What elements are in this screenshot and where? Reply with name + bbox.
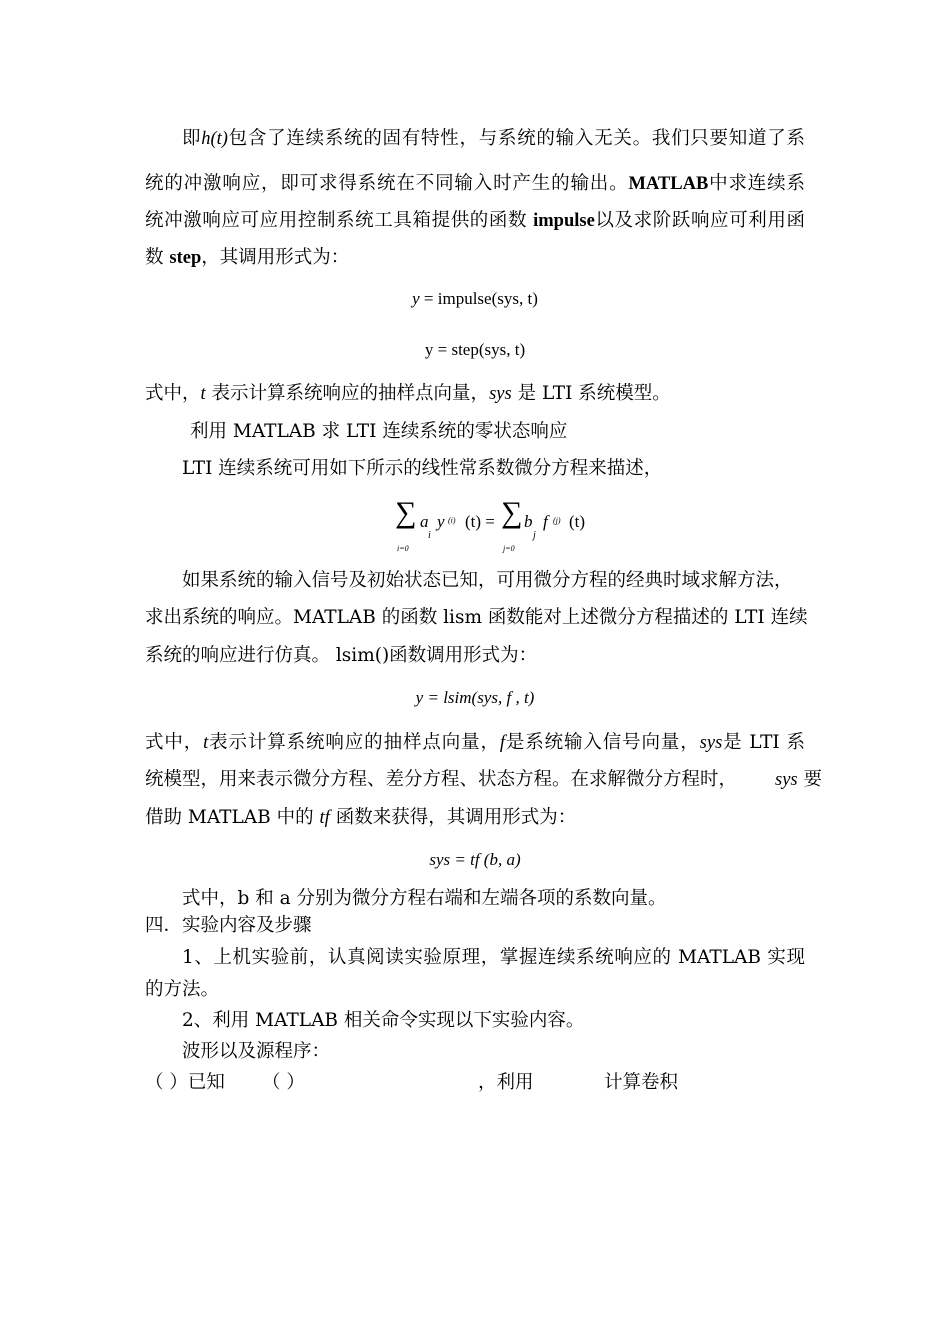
text: 是 LTI 系统模型。 <box>517 383 671 404</box>
equation-differential <box>395 498 615 558</box>
sigma-left: ∑ <box>395 496 417 529</box>
text: 表示计算系统响应的抽样点向量， <box>208 732 500 753</box>
eq-rhs: = impulse(sys, t) <box>419 289 538 308</box>
text: ，其调用形式为： <box>201 247 350 268</box>
equation-impulse <box>0 287 950 311</box>
task-line-part2: （ ） <box>262 1072 305 1093</box>
var-y-arg: (t) = <box>465 512 495 531</box>
eq-lhs: y <box>412 289 420 308</box>
var-f: f <box>543 512 548 531</box>
para1-line2 <box>145 172 805 196</box>
para3: LTI 连续系统可用如下所示的线性常系数微分方程来描述， <box>182 458 663 479</box>
text: 借助 MATLAB 中的 <box>145 807 314 828</box>
text: 即 <box>182 128 202 149</box>
heading-zero-state: 利用 MATLAB 求 LTI 连续系统的零状态响应 <box>190 421 568 442</box>
task-line-part4: 计算卷积 <box>604 1072 679 1093</box>
sum-index-right: j=0 <box>503 544 515 553</box>
para5-line2 <box>145 768 822 792</box>
math-sys: sys <box>775 770 798 790</box>
text: 是系统输入信号向量， <box>504 732 700 753</box>
math-t: t <box>200 384 206 404</box>
step1-line1: 1、上机实验前，认真阅读实验原理，掌握连续系统响应的 MATLAB 实现 <box>182 947 805 968</box>
coef-a-sub: i <box>428 530 431 541</box>
para4-line2: 求出系统的响应。MATLAB 的函数 lism 函数能对上述微分方程描述的 LTI 连续 <box>145 607 808 628</box>
math-f: f <box>499 733 505 753</box>
math-sys: sys <box>489 384 512 404</box>
text: 表示计算系统响应的抽样点向量， <box>211 383 490 404</box>
para1-line1 <box>145 127 805 151</box>
text: 要 <box>803 769 823 790</box>
step1-line2: 的方法。 <box>145 979 220 1000</box>
text: 函数来获得，其调用形式为： <box>335 807 577 828</box>
equation-tf: sys = tf (b, a) <box>429 850 521 869</box>
var-y-sup: (i) <box>448 516 456 525</box>
para6: 式中，b 和 a 分别为微分方程右端和左端各项的系数向量。 <box>182 888 667 909</box>
equation-lsim: y = lsim(sys, f , t) <box>415 688 535 707</box>
equation-step: y = step(sys, t) <box>424 340 526 359</box>
step2: 2、利用 MATLAB 相关命令实现以下实验内容。 <box>182 1010 585 1031</box>
var-f-sup: (j) <box>553 516 561 525</box>
text: 数 <box>145 247 164 268</box>
waveform-label: 波形以及源程序： <box>182 1041 331 1062</box>
text: 统的冲激响应，即可求得系统在不同输入时产生的输出。 <box>145 173 629 194</box>
para5-line1 <box>145 731 805 755</box>
para4-line3: 系统的响应进行仿真。 lsim()函数调用形式为： <box>145 645 538 666</box>
task-line-part1: （ ）已知 <box>145 1072 225 1093</box>
text: 包含了连续系统的固有特性，与系统的输入无关。我们只要知道了系 <box>227 128 805 149</box>
sum-index-left: i=0 <box>397 544 409 553</box>
para4-line1: 如果系统的输入信号及初始状态已知，可用微分方程的经典时域求解方法， <box>182 570 793 591</box>
section4-heading: 四．实验内容及步骤 <box>145 915 312 936</box>
para1-line4 <box>145 246 349 270</box>
para2 <box>145 382 671 406</box>
math-ht: h(t) <box>201 129 228 149</box>
text: 式中， <box>145 383 201 404</box>
math-tf: tf <box>319 808 330 828</box>
var-y: y <box>437 512 445 531</box>
math-t: t <box>203 733 209 753</box>
math-sys: sys <box>699 733 723 753</box>
para1-line3 <box>145 209 805 233</box>
task-line-part3: ，利用 <box>478 1072 534 1093</box>
sigma-right: ∑ <box>501 496 523 529</box>
text: 统冲激响应可应用控制系统工具箱提供的函数 <box>145 210 528 231</box>
text: 中求连续系 <box>708 173 805 194</box>
text: 是 LTI 系 <box>722 732 805 753</box>
keyword-step: step <box>169 248 202 268</box>
var-f-arg: (t) <box>569 512 586 531</box>
keyword-matlab: MATLAB <box>628 174 709 194</box>
coef-b: b <box>524 512 533 531</box>
text: 式中， <box>145 732 204 753</box>
para5-line3 <box>145 806 576 830</box>
coef-a: a <box>420 512 429 531</box>
coef-b-sub: j <box>533 530 536 541</box>
text: 以及求阶跃响应可利用函 <box>594 210 805 231</box>
keyword-impulse: impulse <box>533 211 595 231</box>
text: 统模型，用来表示微分方程、差分方程、状态方程。在求解微分方程时， <box>145 769 738 790</box>
